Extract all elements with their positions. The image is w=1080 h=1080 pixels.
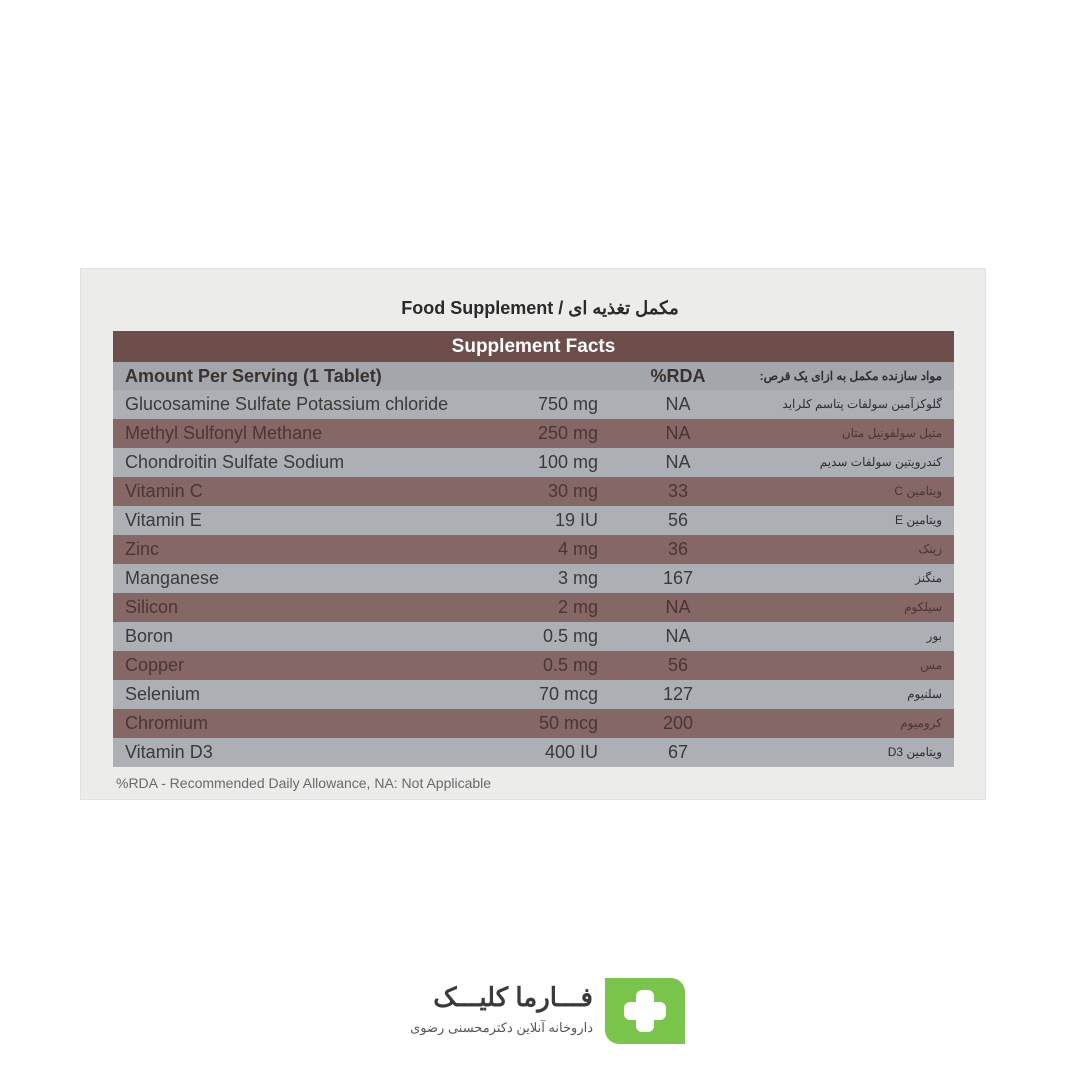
table-row	[113, 593, 954, 622]
nutrient-name: Manganese	[125, 568, 220, 588]
table-row	[113, 535, 954, 564]
table-row	[113, 564, 954, 593]
nutrient-name-fa: بور	[926, 629, 942, 643]
nutrient-name-fa: ویتامین E	[895, 513, 942, 527]
nutrient-amount: 4 mg	[557, 539, 598, 559]
table-row	[113, 419, 954, 448]
nutrient-amount: 19 IU	[554, 510, 598, 530]
footnote: %RDA - Recommended Daily Allowance, NA: Not Applicable	[116, 775, 492, 791]
nutrient-rda: NA	[665, 394, 691, 414]
nutrient-rda: 167	[662, 568, 694, 588]
nutrient-name: Selenium	[125, 684, 201, 704]
brand-tagline: داروخانه آنلاین دکترمحسنی رضوی	[410, 1020, 593, 1035]
serving-label: Amount Per Serving (1 Tablet)	[125, 366, 382, 386]
nutrient-name: Boron	[125, 626, 174, 646]
nutrient-amount: 0.5 mg	[542, 626, 598, 646]
table-row	[113, 390, 954, 419]
nutrient-rda: 200	[662, 713, 694, 733]
nutrient-amount: 250 mg	[537, 423, 598, 443]
table-row	[113, 477, 954, 506]
persian-column-header: مواد سازنده مکمل به ازای یک قرص:	[759, 369, 942, 383]
table-subheader	[113, 362, 954, 390]
nutrient-name-fa: گلوکزآمین سولفات پتاسم کلراید	[782, 397, 942, 411]
nutrient-name: Silicon	[125, 597, 179, 617]
nutrient-amount: 750 mg	[537, 394, 598, 414]
nutrient-rda: 67	[667, 742, 689, 762]
nutrient-name-fa: کرومیوم	[900, 716, 942, 730]
supplement-facts-table	[113, 331, 954, 767]
nutrient-name-fa: ویتامین D3	[887, 745, 942, 759]
nutrient-amount: 30 mg	[547, 481, 598, 501]
table-row	[113, 506, 954, 535]
nutrient-amount: 2 mg	[557, 597, 598, 617]
table-header: Supplement Facts	[113, 331, 954, 362]
nutrient-name-fa: متیل سولفونیل متان	[841, 426, 942, 440]
nutrient-amount: 0.5 mg	[542, 655, 598, 675]
nutrient-name: Vitamin E	[125, 510, 202, 530]
label-title: Food Supplement / مکمل تغذیه ای	[401, 298, 679, 318]
nutrient-name-fa: سیلکوم	[904, 600, 942, 614]
nutrient-rda: NA	[665, 452, 691, 472]
nutrient-amount: 100 mg	[537, 452, 598, 472]
nutrient-amount: 3 mg	[557, 568, 598, 588]
nutrient-name: Zinc	[125, 539, 160, 559]
nutrient-name-fa: منگنز	[915, 571, 942, 585]
nutrient-rda: 56	[667, 655, 689, 675]
plus-icon	[605, 978, 685, 1044]
nutrient-rda: 33	[667, 481, 689, 501]
rda-column-header: %RDA	[650, 366, 706, 386]
table-row	[113, 680, 954, 709]
nutrient-name-fa: ویتامین C	[894, 484, 942, 498]
nutrient-amount: 50 mcg	[538, 713, 598, 733]
nutrient-name-fa: کندرویتین سولفات سدیم	[819, 455, 942, 469]
table-row	[113, 709, 954, 738]
nutrient-rda: NA	[665, 423, 691, 443]
nutrient-amount: 70 mcg	[538, 684, 598, 704]
table-row	[113, 651, 954, 680]
nutrient-name: Vitamin C	[125, 481, 203, 501]
nutrient-name: Copper	[125, 655, 185, 675]
nutrient-rda: 56	[667, 510, 689, 530]
nutrient-name: Methyl Sulfonyl Methane	[125, 423, 323, 443]
table-row	[113, 448, 954, 477]
nutrient-rda: 36	[667, 539, 689, 559]
brand-name: فـــارما کلیـــک	[433, 982, 593, 1012]
nutrient-name-fa: مس	[920, 658, 942, 672]
nutrient-name: Glucosamine Sulfate Potassium chloride	[125, 394, 449, 414]
nutrient-name: Vitamin D3	[125, 742, 213, 762]
table-row	[113, 738, 954, 767]
nutrient-amount: 400 IU	[544, 742, 598, 762]
brand-logo	[405, 978, 685, 1046]
table-row	[113, 622, 954, 651]
nutrient-name-fa: زینک	[918, 542, 942, 556]
nutrient-name: Chondroitin Sulfate Sodium	[125, 452, 345, 472]
nutrient-name: Chromium	[125, 713, 209, 733]
nutrient-rda: NA	[665, 626, 691, 646]
nutrient-rda: 127	[662, 684, 694, 704]
nutrient-rda: NA	[665, 597, 691, 617]
nutrient-name-fa: سلنیوم	[907, 687, 942, 701]
